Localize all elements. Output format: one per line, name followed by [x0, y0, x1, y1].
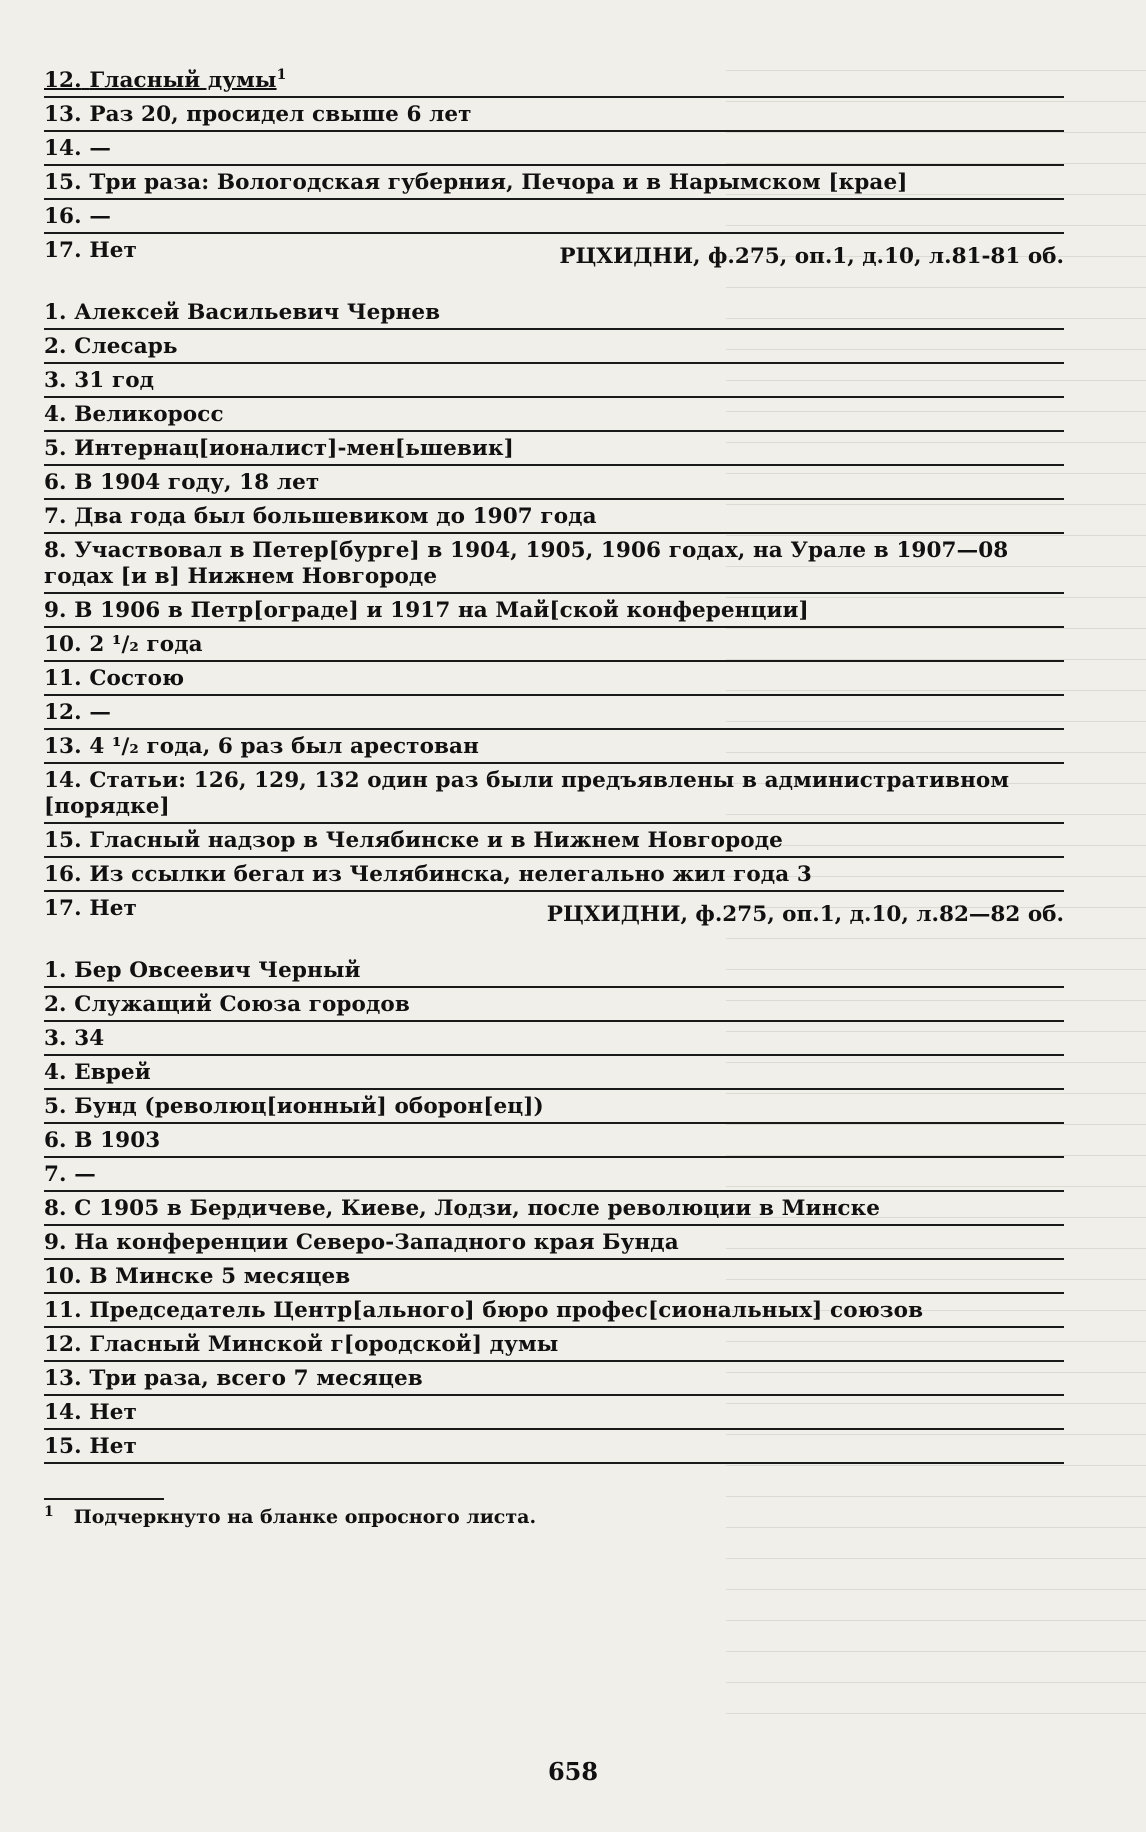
- row-number: 15.: [44, 828, 82, 853]
- row-text: Состою: [89, 666, 185, 691]
- row-text: Три раза, всего 7 месяцев: [89, 1366, 423, 1391]
- footnote-divider: [44, 1498, 164, 1500]
- answer-row: [44, 500, 1064, 534]
- row-number: 9.: [44, 1230, 67, 1255]
- row-text: Статьи: 126, 129, 132 один раз были предъявлены в административном [порядке]: [44, 768, 1010, 819]
- row-text: 31 год: [74, 368, 155, 393]
- row-text: Нет: [89, 238, 137, 263]
- row-text: Гласный надзор в Челябинске и в Нижнем Новгороде: [89, 828, 783, 853]
- row-number: 12.: [44, 700, 82, 725]
- answer-row: [44, 132, 1064, 166]
- row-number: 11.: [44, 1298, 82, 1323]
- answer-row: [44, 1260, 1064, 1294]
- row-number: 8.: [44, 538, 67, 563]
- row-text: Из ссылки бегал из Челябинска, нелегально жил года 3: [89, 862, 812, 887]
- answer-row: [44, 1022, 1064, 1056]
- row-text: Нет: [89, 1400, 137, 1425]
- answer-row: [44, 730, 1064, 764]
- row-number: 2.: [44, 992, 67, 1017]
- answer-row: [44, 954, 1064, 988]
- row-number: 13.: [44, 1366, 82, 1391]
- answer-row: [44, 398, 1064, 432]
- row-text: Великоросс: [74, 402, 224, 427]
- answer-row: [44, 98, 1064, 132]
- row-number: 11.: [44, 666, 82, 691]
- answer-row: [44, 1090, 1064, 1124]
- row-text: Два года был большевиком до 1907 года: [74, 504, 597, 529]
- row-number: 1.: [44, 958, 67, 983]
- footnote: [44, 1504, 1064, 1528]
- row-text: Слесарь: [74, 334, 178, 359]
- questionnaire-block-1: [44, 58, 1064, 296]
- row-text: 34: [74, 1026, 105, 1051]
- answer-row: [44, 1362, 1064, 1396]
- answer-row: [44, 988, 1064, 1022]
- row-number: 8.: [44, 1196, 67, 1221]
- answer-list: [44, 296, 1064, 924]
- answer-row: [44, 824, 1064, 858]
- row-number: 4.: [44, 1060, 67, 1085]
- answer-row: [44, 1192, 1064, 1226]
- row-text: Нет: [89, 896, 137, 921]
- archive-source-2: РЦХИДНИ, ф.275, оп.1, д.10, л.82—82 об.: [546, 902, 1064, 927]
- row-number: 6.: [44, 1128, 67, 1153]
- row-text: Служащий Союза городов: [74, 992, 410, 1017]
- answer-row: [44, 1226, 1064, 1260]
- row-number: 7.: [44, 504, 67, 529]
- row-text: Алексей Васильевич Чернев: [74, 300, 441, 325]
- row-text: В 1904 году, 18 лет: [74, 470, 320, 495]
- answer-row: [44, 696, 1064, 730]
- answer-row: [44, 296, 1064, 330]
- row-text: 4 ¹/₂ года, 6 раз был арестован: [89, 734, 479, 759]
- row-text: В Минске 5 месяцев: [89, 1264, 351, 1289]
- answer-row: [44, 1158, 1064, 1192]
- document-page: [44, 58, 1064, 1528]
- row-number: 17.: [44, 896, 82, 921]
- row-text: Раз 20, просидел свыше 6 лет: [89, 102, 472, 127]
- page-number: 658: [547, 1757, 599, 1786]
- answer-row: [44, 534, 1064, 594]
- answer-row: [44, 466, 1064, 500]
- row-text: Бунд (революц[ионный] оборон[ец]): [74, 1094, 544, 1119]
- row-text: Участвовал в Петер[бурге] в 1904, 1905, 1906 годах, на Урале в 1907—08 годах [и в] Нижнем Новгороде: [44, 538, 1009, 589]
- row-text: Гласный Минской г[ородской] думы: [89, 1332, 559, 1357]
- row-number: 6.: [44, 470, 67, 495]
- answer-row: [44, 58, 1064, 98]
- row-text: Гласный думы: [89, 68, 277, 93]
- row-number: 7.: [44, 1162, 67, 1187]
- row-text: Бер Овсеевич Черный: [74, 958, 361, 983]
- row-number: 10.: [44, 632, 82, 657]
- answer-row: [44, 330, 1064, 364]
- row-number: 16.: [44, 204, 82, 229]
- questionnaire-block-3: [44, 954, 1064, 1464]
- answer-row: [44, 1294, 1064, 1328]
- row-text: Интернац[ионалист]-мен[ьшевик]: [74, 436, 514, 461]
- row-number: 9.: [44, 598, 67, 623]
- row-number: 1.: [44, 300, 67, 325]
- row-number: 3.: [44, 368, 67, 393]
- row-number: 10.: [44, 1264, 82, 1289]
- answer-row: [44, 166, 1064, 200]
- row-number: 16.: [44, 862, 82, 887]
- underlined-answer: [44, 68, 277, 93]
- answer-row: [44, 594, 1064, 628]
- row-number: 13.: [44, 102, 82, 127]
- answer-row: [44, 432, 1064, 466]
- row-text: 2 ¹/₂ года: [89, 632, 203, 657]
- answer-row: [44, 364, 1064, 398]
- row-number: 3.: [44, 1026, 67, 1051]
- row-number: 5.: [44, 1094, 67, 1119]
- row-number: 4.: [44, 402, 67, 427]
- answer-row: [44, 200, 1064, 234]
- row-text: Три раза: Вологодская губерния, Печора и в Нарымском [крае]: [89, 170, 908, 195]
- answer-row: [44, 1430, 1064, 1464]
- answer-list: [44, 58, 1064, 266]
- row-number: 2.: [44, 334, 67, 359]
- row-text: —: [74, 1162, 96, 1187]
- row-number: 15.: [44, 1434, 82, 1459]
- row-number: 13.: [44, 734, 82, 759]
- row-number: 14.: [44, 768, 82, 793]
- footnote-text: Подчеркнуто на бланке опросного листа.: [73, 1506, 537, 1528]
- row-text: Нет: [89, 1434, 137, 1459]
- row-text: В 1903: [74, 1128, 161, 1153]
- answer-row: [44, 628, 1064, 662]
- questionnaire-block-2: [44, 296, 1064, 954]
- row-number: 14.: [44, 1400, 82, 1425]
- row-number: 5.: [44, 436, 67, 461]
- row-text: Председатель Центр[ального] бюро профес[сиональных] союзов: [89, 1298, 924, 1323]
- answer-row: [44, 662, 1064, 696]
- footnote-mark: 1: [44, 1504, 54, 1520]
- answer-list: [44, 954, 1064, 1464]
- row-text: Еврей: [74, 1060, 151, 1085]
- row-number: 12.: [44, 1332, 82, 1357]
- row-text: —: [89, 700, 111, 725]
- row-text: —: [89, 136, 111, 161]
- row-number: 14.: [44, 136, 82, 161]
- row-text: С 1905 в Бердичеве, Киеве, Лодзи, после революции в Минске: [74, 1196, 881, 1221]
- answer-row: [44, 1328, 1064, 1362]
- answer-row: [44, 1124, 1064, 1158]
- row-text: —: [89, 204, 111, 229]
- archive-source-1: РЦХИДНИ, ф.275, оп.1, д.10, л.81-81 об.: [559, 244, 1064, 269]
- row-number: 15.: [44, 170, 82, 195]
- row-text: В 1906 в Петр[ограде] и 1917 на Май[ской конференции]: [74, 598, 809, 623]
- row-number: 12.: [44, 68, 82, 93]
- answer-row: [44, 858, 1064, 892]
- row-text: На конференции Северо-Западного края Бунда: [74, 1230, 679, 1255]
- answer-row: [44, 764, 1064, 824]
- answer-row: [44, 1396, 1064, 1430]
- footnote-ref: 1: [276, 67, 287, 83]
- row-number: 17.: [44, 238, 82, 263]
- answer-row: [44, 1056, 1064, 1090]
